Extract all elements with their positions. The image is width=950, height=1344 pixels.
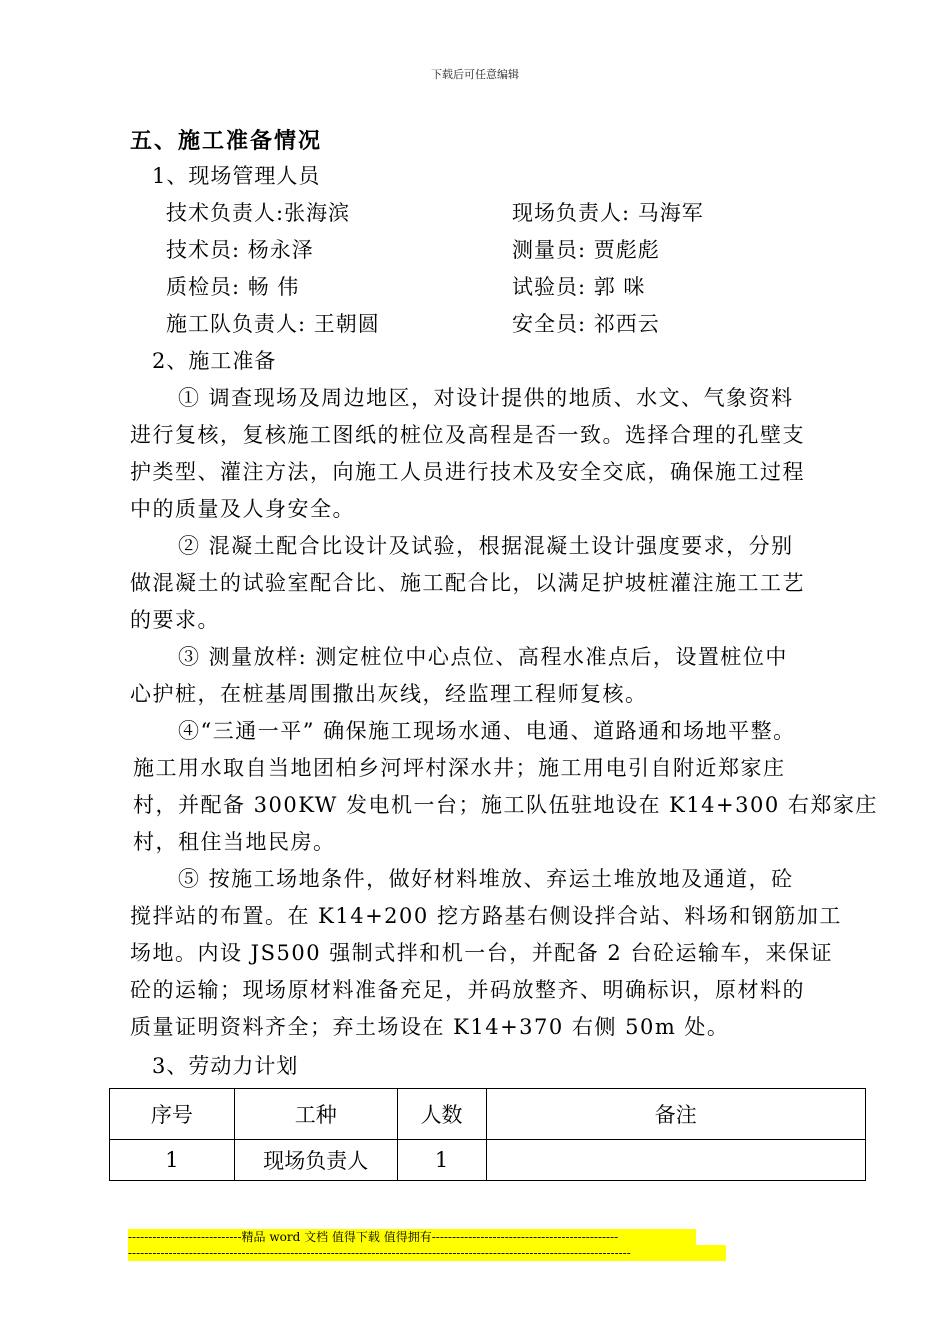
staff-technician: 技术员: 杨永泽 (166, 238, 314, 262)
paragraph-3-line: 心护桩，在桩基周围撒出灰线，经监理工程师复核。 (130, 682, 648, 706)
cell-remarks (486, 1140, 865, 1181)
labor-plan-table (109, 1088, 866, 1181)
column-header-trade: 工种 (234, 1089, 397, 1140)
paragraph-2-line: ② 混凝土配合比设计及试验，根据混凝土设计强度要求，分别 (178, 534, 794, 558)
cell-count: 1 (397, 1140, 486, 1181)
paragraph-2-line: 做混凝土的试验室配合比、施工配合比，以满足护坡桩灌注施工工艺 (130, 571, 805, 595)
footer-dashes: ---------------------------------------------------------------------------------------------------------------------------- (128, 1245, 726, 1261)
paragraph-4-line: 村，并配备 300KW 发电机一台；施工队伍驻地设在 K14+300 右郑家庄 (133, 793, 878, 817)
column-header-remarks: 备注 (486, 1089, 865, 1140)
paragraph-5-line: 砼的运输；现场原材料准备充足，并码放整齐、明确标识，原材料的 (130, 978, 805, 1002)
staff-site-lead: 现场负责人: 马海军 (512, 201, 704, 225)
subheading-labor-plan: 3、劳动力计划 (152, 1054, 299, 1078)
table-header-row (110, 1089, 866, 1140)
table-row (110, 1140, 866, 1181)
paragraph-4-line: 村，租住当地民房。 (133, 830, 336, 854)
staff-safety-officer: 安全员: 祁西云 (512, 312, 660, 336)
paragraph-4-line: 施工用水取自当地团柏乡河坪村深水井；施工用电引自附近郑家庄 (133, 756, 786, 780)
staff-tech-lead: 技术负责人:张海滨 (166, 201, 351, 225)
paragraph-1-line: 中的质量及人身安全。 (130, 497, 355, 521)
cell-trade: 现场负责人 (234, 1140, 397, 1181)
column-header-index: 序号 (110, 1089, 235, 1140)
staff-tester: 试验员: 郭 咪 (512, 275, 646, 299)
footer-banner: ----------------------------精品 word 文档 值得下载 值得拥有---------------------------------------------- (128, 1229, 696, 1245)
staff-surveyor: 测量员: 贾彪彪 (512, 238, 660, 262)
section-title: 五、施工准备情况 (130, 128, 323, 154)
staff-quality-inspector: 质检员: 畅 伟 (166, 275, 300, 299)
paragraph-5-line: ⑤ 按施工场地条件，做好材料堆放、弃运土堆放地及通道，砼 (178, 867, 794, 891)
subheading-preparation: 2、施工准备 (152, 349, 277, 373)
paragraph-4-line: ④“三通一平” 确保施工现场水通、电通、道路通和场地平整。 (178, 719, 796, 743)
paragraph-1-line: 护类型、灌注方法，向施工人员进行技术及安全交底，确保施工过程 (130, 460, 805, 484)
header-note: 下载后可任意编辑 (431, 68, 519, 81)
paragraph-3-line: ③ 测量放样: 测定桩位中心点位、高程水准点后，设置桩位中 (178, 645, 788, 669)
paragraph-2-line: 的要求。 (130, 608, 220, 632)
column-header-count: 人数 (397, 1089, 486, 1140)
staff-crew-lead: 施工队负责人: 王朝圆 (166, 312, 380, 336)
paragraph-1-line: ① 调查现场及周边地区，对设计提供的地质、水文、气象资料 (178, 386, 794, 410)
cell-index: 1 (110, 1140, 235, 1181)
paragraph-5-line: 质量证明资料齐全；弃土场设在 K14+370 右侧 50m 处。 (130, 1015, 730, 1039)
paragraph-5-line: 搅拌站的布置。在 K14+200 挖方路基右侧设拌合站、料场和钢筋加工 (130, 904, 842, 928)
paragraph-1-line: 进行复核，复核施工图纸的桩位及高程是否一致。选择合理的孔壁支 (130, 423, 805, 447)
subheading-staff: 1、现场管理人员 (152, 164, 321, 188)
paragraph-5-line: 场地。内设 JS500 强制式拌和机一台，并配备 2 台砼运输车，来保证 (130, 941, 833, 965)
